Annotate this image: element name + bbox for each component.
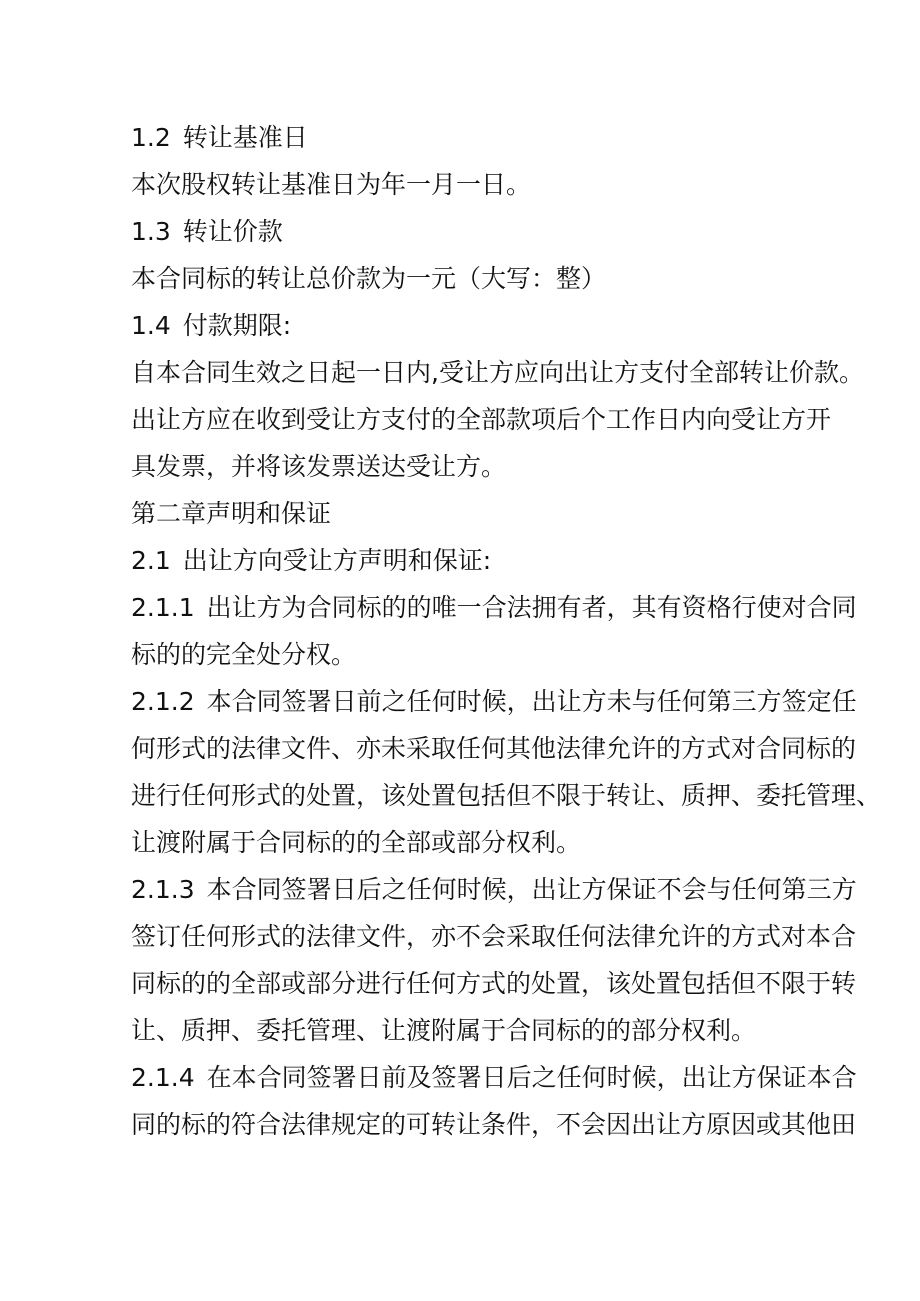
paragraph-text: 本合同标的转让总价款为一元（大写：整） xyxy=(131,264,607,293)
paragraph-text: 本合同签署日后之任何时候，出让方保证不会与任何第三方 xyxy=(206,875,857,904)
paragraph-text: 让、质押、委托管理、让渡附属于合同标的的部分权利。 xyxy=(131,1016,757,1045)
paragraph-line xyxy=(131,208,811,255)
paragraph xyxy=(131,349,864,490)
paragraph-line xyxy=(131,349,864,396)
paragraph xyxy=(131,161,811,208)
paragraph-line xyxy=(131,772,882,819)
paragraph-text: 标的的完全处分权。 xyxy=(131,640,357,669)
paragraph-line xyxy=(131,1007,811,1054)
paragraph-line xyxy=(131,913,857,960)
paragraph xyxy=(131,208,811,255)
paragraph-text: 出让方应在收到受让方支付的全部款项后个工作日内向受让方开 xyxy=(131,405,832,434)
paragraph xyxy=(131,537,811,584)
paragraph-text: 同标的的全部或部分进行任何方式的处置，该处置包括但不限于转 xyxy=(131,969,857,998)
section-number: 1.3 xyxy=(131,217,171,246)
paragraph xyxy=(131,866,857,1054)
paragraph-text: 本合同签署日前之任何时候，出让方未与任何第三方签定任 xyxy=(206,687,857,716)
paragraph xyxy=(131,114,811,161)
paragraph xyxy=(131,490,811,537)
paragraph-line xyxy=(131,396,832,443)
paragraph-text: 出让方向受让方声明和保证: xyxy=(182,546,492,575)
paragraph-line xyxy=(131,114,811,161)
paragraph-line xyxy=(131,1101,857,1148)
paragraph xyxy=(131,1054,857,1148)
section-number: 2.1.3 xyxy=(131,875,195,904)
paragraph-line xyxy=(131,631,811,678)
section-number: 2.1 xyxy=(131,546,171,575)
paragraph-text: 签订任何形式的法律文件，亦不会采取任何法律允许的方式对本合 xyxy=(131,922,857,951)
paragraph-line xyxy=(131,819,811,866)
paragraph-text: 具发票，并将该发票送达受让方。 xyxy=(131,452,507,481)
paragraph-line xyxy=(131,725,857,772)
paragraph-line xyxy=(131,490,811,537)
section-number: 2.1.1 xyxy=(131,593,195,622)
paragraph-line xyxy=(131,866,857,913)
section-number: 1.2 xyxy=(131,123,171,152)
paragraph xyxy=(131,255,811,302)
paragraph-text: 本次股权转让基准日为年一月一日。 xyxy=(131,170,532,199)
paragraph-line xyxy=(131,443,811,490)
paragraph-text: 出让方为合同标的的唯一合法拥有者，其有资格行使对合同 xyxy=(206,593,857,622)
paragraph-text: 进行任何形式的处置，该处置包括但不限于转让、质押、委托管理、 xyxy=(131,781,882,810)
paragraph-line xyxy=(131,960,857,1007)
paragraph-line xyxy=(131,678,857,725)
paragraph xyxy=(131,584,857,678)
paragraph-line xyxy=(131,537,811,584)
paragraph xyxy=(131,678,882,866)
paragraph-line xyxy=(131,255,811,302)
paragraph-text: 同的标的符合法律规定的可转让条件，不会因出让方原因或其他田 xyxy=(131,1110,857,1139)
paragraph-line xyxy=(131,584,857,631)
paragraph-text: 转让价款 xyxy=(182,217,283,246)
section-number: 2.1.2 xyxy=(131,687,195,716)
section-number: 2.1.4 xyxy=(131,1063,195,1092)
paragraph-line xyxy=(131,1054,857,1101)
paragraph-text: 转让基准日 xyxy=(182,123,308,152)
section-number: 1.4 xyxy=(131,311,171,340)
paragraph-text: 在本合同签署日前及签署日后之任何时候，出让方保证本合 xyxy=(206,1063,857,1092)
paragraph-line xyxy=(131,161,811,208)
document-body xyxy=(131,114,882,1148)
paragraph-text: 自本合同生效之日起一日内,受让方应向出让方支付全部转让价款。 xyxy=(131,358,864,387)
paragraph-text: 付款期限: xyxy=(182,311,292,340)
paragraph xyxy=(131,302,811,349)
paragraph-text: 让渡附属于合同标的的全部或部分权利。 xyxy=(131,828,582,857)
paragraph-text: 何形式的法律文件、亦未采取任何其他法律允许的方式对合同标的 xyxy=(131,734,857,763)
paragraph-line xyxy=(131,302,811,349)
paragraph-text: 第二章声明和保证 xyxy=(131,499,332,528)
